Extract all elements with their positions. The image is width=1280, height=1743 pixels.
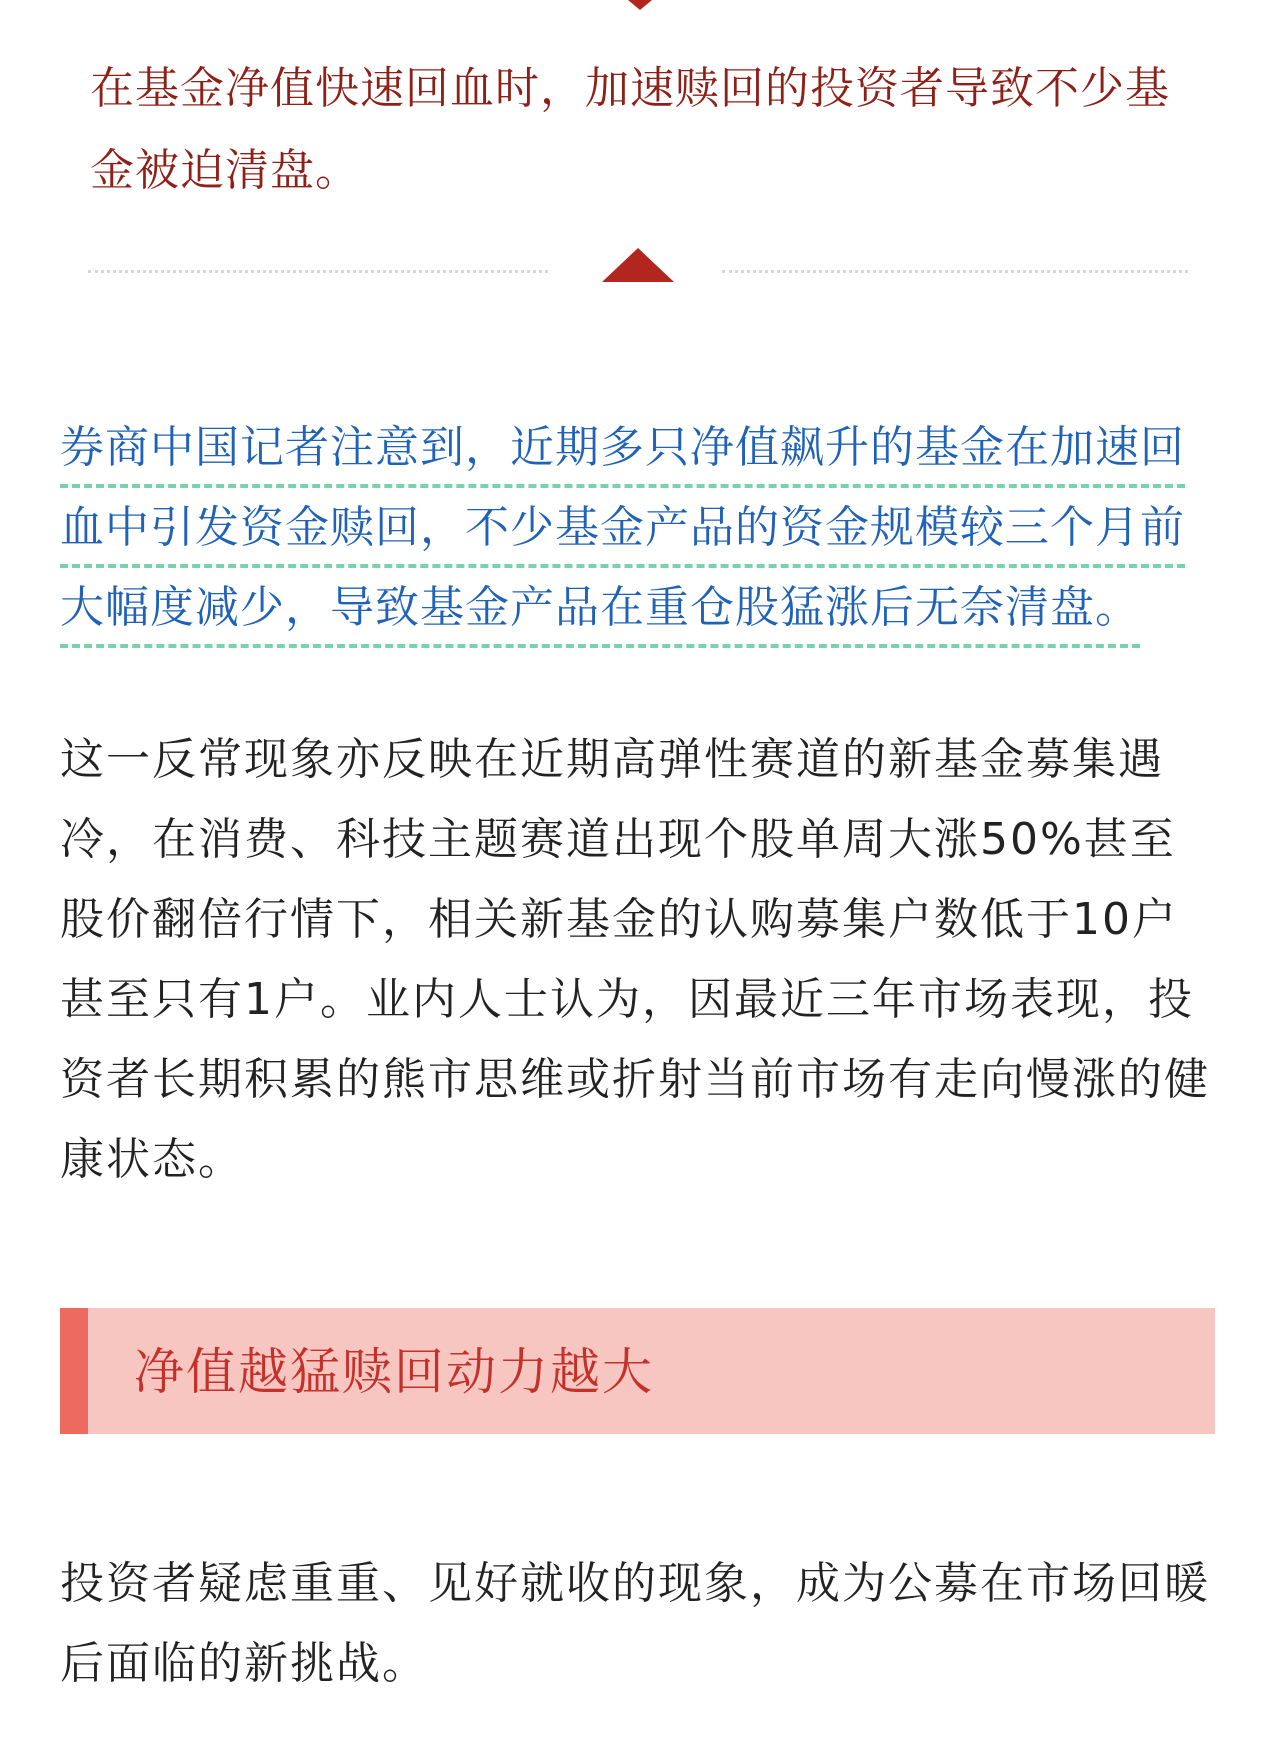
highlight-line: 大幅度减少，导致基金产品在重仓股猛涨后无奈清盘。: [60, 568, 1140, 648]
section-title: 净值越猛赎回动力越大: [134, 1343, 654, 1401]
body-paragraph-1: 这一反常现象亦反映在近期高弹性赛道的新基金募集遇冷，在消费、科技主题赛道出现个股单周大涨50%甚至股价翻倍行情下，相关新基金的认购募集户数低于10户甚至只有1户。业内人士认为，因最近三年市场表现，投资者长期积累的熊市思维或折射当前市场有走向慢涨的健康状态。: [60, 734, 1210, 1185]
quote-block: [90, 48, 1200, 212]
highlight-line: 券商中国记者注意到，近期多只净值飙升的基金在加速回: [60, 408, 1185, 488]
quote-divider: [88, 266, 1188, 288]
body-paragraph-2: 投资者疑虑重重、见好就收的现象，成为公募在市场回暖后面临的新挑战。: [60, 1558, 1210, 1689]
quote-text: 在基金净值快速回血时，加速赎回的投资者导致不少基金被迫清盘。: [90, 63, 1170, 196]
highlight-paragraph: [60, 408, 1220, 648]
section-header: [60, 1308, 1215, 1434]
divider-triangle-icon: [602, 248, 674, 282]
divider-right-dotted-line: [722, 270, 1188, 273]
top-triangle-icon: [628, 0, 652, 10]
section-accent-bar: [60, 1308, 88, 1434]
highlight-line: 血中引发资金赎回，不少基金产品的资金规模较三个月前: [60, 488, 1185, 568]
divider-left-dotted-line: [88, 270, 548, 273]
